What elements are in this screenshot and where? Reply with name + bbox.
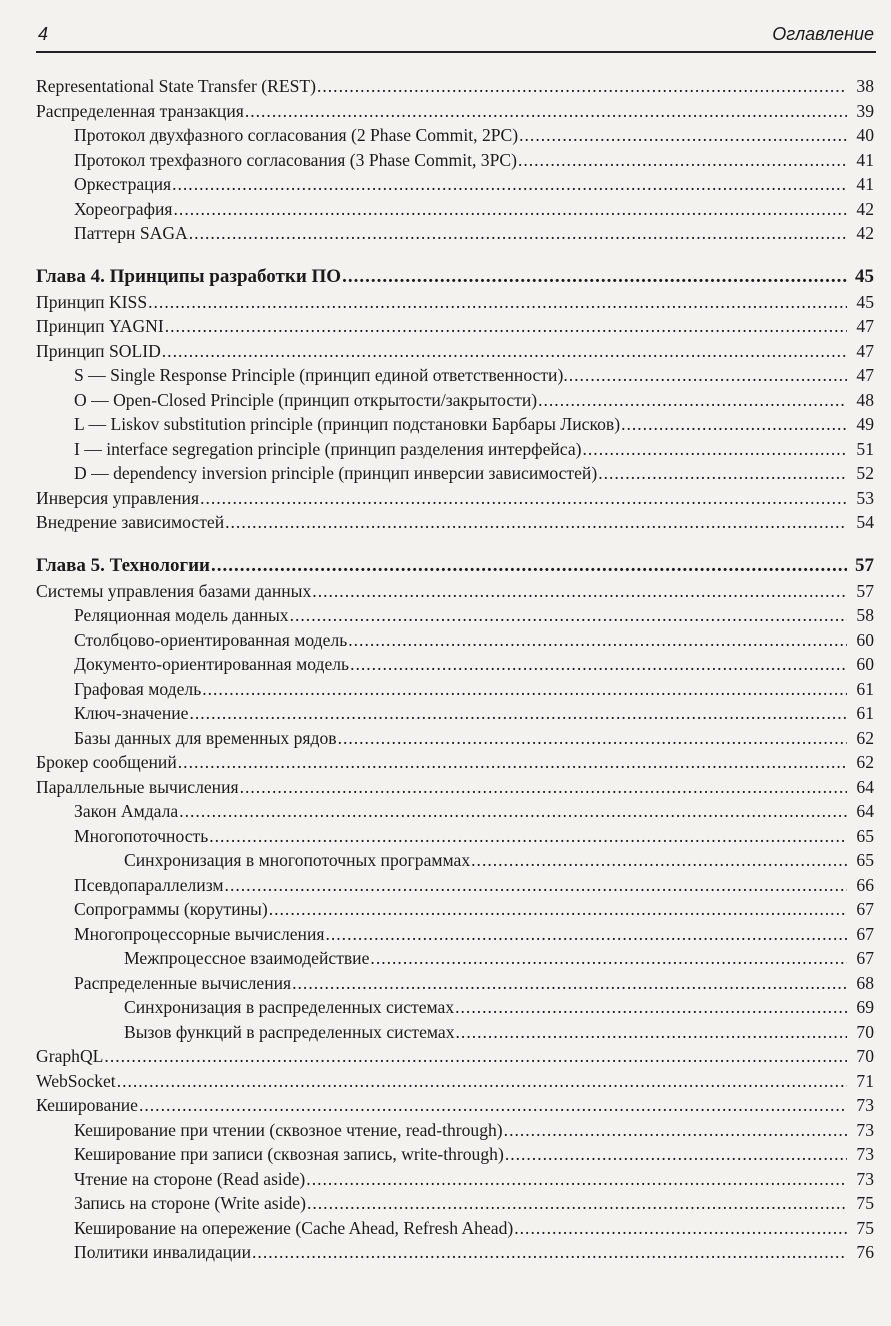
toc-entry-label: D — dependency inversion principle (принцип инверсии зависимостей)	[74, 463, 598, 483]
dot-leader	[225, 873, 847, 898]
toc-entry	[36, 1240, 874, 1265]
toc-entry-label: WebSocket	[36, 1070, 116, 1091]
toc-entry-label: Многопроцессорные вычисления	[74, 923, 325, 944]
toc-entry	[36, 123, 874, 148]
toc-entry-label: Базы данных для временных рядов	[74, 727, 337, 748]
toc-entry-page: 60	[856, 629, 874, 650]
toc-entry	[36, 1093, 874, 1118]
toc-entry-page: 61	[856, 703, 874, 723]
dot-leader	[240, 775, 847, 800]
toc-entry	[36, 99, 874, 124]
toc-entry-page: 68	[856, 972, 874, 993]
dot-leader	[519, 123, 847, 148]
toc-entry-label: Чтение на стороне (Read aside)	[74, 1168, 306, 1189]
toc-entry-label: Запись на стороне (Write aside)	[74, 1193, 306, 1213]
toc-entry-label: Параллельные вычисления	[36, 776, 239, 797]
toc-entry	[36, 388, 874, 413]
dot-leader	[455, 995, 847, 1020]
dot-leader	[504, 1118, 847, 1143]
toc-entry-label: Кеширование на опережение (Cache Ahead, Refresh Ahead)	[74, 1217, 514, 1238]
toc-entry-label: Принцип YAGNI	[36, 316, 164, 336]
toc-entry-label: S — Single Response Principle (принцип единой ответственности).	[74, 365, 568, 385]
dot-leader	[179, 799, 847, 824]
toc-entry-label: Кеширование при записи (сквозная запись, write-through)	[74, 1144, 504, 1164]
toc-entry	[36, 677, 874, 702]
toc-entry-page: 73	[856, 1168, 874, 1189]
toc-entry-page: 66	[856, 874, 874, 895]
table-of-contents	[36, 74, 874, 1265]
toc-entry-label: Псевдопараллелизм	[74, 874, 224, 895]
dot-leader	[598, 461, 847, 486]
toc-entry	[36, 363, 874, 388]
toc-entry-page: 62	[856, 752, 874, 772]
toc-entry-label: Внедрение зависимостей	[36, 512, 225, 532]
dot-leader	[317, 74, 847, 99]
dot-leader	[202, 677, 847, 702]
dot-leader	[569, 363, 847, 388]
toc-entry-label: Распределенная транзакция	[36, 100, 244, 121]
dot-leader	[518, 148, 847, 173]
dot-leader	[211, 553, 847, 579]
toc-entry-page: 67	[856, 948, 874, 968]
dot-leader	[189, 221, 847, 246]
dot-leader	[178, 750, 847, 775]
toc-entry-page: 45	[855, 265, 874, 287]
toc-entry-label: Синхронизация в многопоточных программах	[124, 850, 471, 870]
toc-entry-label: Документо-ориентированная модель	[74, 654, 350, 674]
toc-entry-page: 47	[856, 316, 874, 336]
toc-entry-page: 60	[856, 654, 874, 674]
toc-entry-page: 73	[856, 1095, 874, 1115]
toc-entry	[36, 579, 874, 604]
toc-entry	[36, 461, 874, 486]
toc-entry	[36, 437, 874, 462]
dot-leader	[342, 264, 847, 290]
toc-entry-page: 42	[856, 198, 874, 219]
toc-entry-label: Кеширование	[36, 1095, 138, 1115]
toc-entry	[36, 873, 874, 898]
toc-entry	[36, 628, 874, 653]
toc-entry-page: 42	[856, 223, 874, 243]
toc-entry-page: 67	[856, 923, 874, 944]
toc-entry	[36, 922, 874, 947]
section-title: Оглавление	[772, 24, 874, 44]
toc-entry-page: 65	[856, 850, 874, 870]
toc-entry	[36, 1142, 874, 1167]
toc-entry-label: Глава 5. Технологии	[36, 554, 210, 576]
dot-leader	[269, 897, 847, 922]
dot-leader	[165, 314, 847, 339]
toc-entry	[36, 486, 874, 511]
toc-entry	[36, 1069, 874, 1094]
toc-entry-page: 64	[856, 801, 874, 821]
dot-leader	[350, 652, 847, 677]
toc-entry-page: 40	[856, 125, 874, 145]
dot-leader	[162, 339, 847, 364]
toc-entry-label: Столбцово-ориентированная модель	[74, 629, 348, 650]
dot-leader	[148, 290, 847, 315]
toc-entry	[36, 1044, 874, 1069]
toc-entry-page: 39	[856, 100, 874, 121]
toc-entry-page: 61	[856, 678, 874, 699]
toc-entry	[36, 946, 874, 971]
toc-entry	[36, 74, 874, 99]
toc-entry	[36, 701, 874, 726]
toc-entry-label: Representational State Transfer (REST)	[36, 76, 316, 96]
toc-entry	[36, 1118, 874, 1143]
dot-leader	[292, 971, 847, 996]
toc-entry	[36, 824, 874, 849]
toc-entry-label: Брокер сообщений	[36, 752, 177, 772]
toc-entry-label: Сопрограммы (корутины)	[74, 899, 268, 919]
toc-entry-label: Глава 4. Принципы разработки ПО	[36, 265, 342, 287]
toc-entry-page: 70	[856, 1046, 874, 1066]
toc-entry	[36, 412, 874, 437]
dot-leader	[172, 172, 847, 197]
toc-entry-label: Графовая модель	[74, 678, 202, 699]
dot-leader	[621, 412, 847, 437]
toc-chapter	[36, 553, 874, 579]
dot-leader	[225, 510, 847, 535]
toc-entry-label: Межпроцессное взаимодействие	[124, 948, 370, 968]
toc-entry-page: 67	[856, 899, 874, 919]
toc-entry	[36, 652, 874, 677]
toc-entry	[36, 1020, 874, 1045]
page-number: 4	[38, 24, 49, 44]
toc-entry	[36, 1216, 874, 1241]
toc-entry-label: Хореография	[74, 198, 173, 219]
dot-leader	[370, 946, 847, 971]
toc-entry-label: Протокол трехфазного согласования (3 Phase Commit, 3PC)	[74, 149, 517, 170]
toc-entry-page: 75	[856, 1193, 874, 1213]
dot-leader	[325, 922, 847, 947]
toc-entry-page: 48	[856, 389, 874, 410]
toc-entry	[36, 172, 874, 197]
dot-leader	[471, 848, 847, 873]
toc-entry	[36, 848, 874, 873]
toc-entry-label: Принцип KISS	[36, 291, 148, 312]
toc-entry	[36, 197, 874, 222]
header-rule	[36, 51, 876, 53]
toc-entry-page: 65	[856, 825, 874, 846]
dot-leader	[290, 603, 847, 628]
dot-leader	[583, 437, 848, 462]
dot-leader	[209, 824, 847, 849]
dot-leader	[505, 1142, 847, 1167]
toc-entry	[36, 314, 874, 339]
toc-entry	[36, 1191, 874, 1216]
dot-leader	[338, 726, 847, 751]
toc-entry-page: 53	[856, 487, 874, 508]
toc-entry	[36, 221, 874, 246]
toc-entry	[36, 510, 874, 535]
toc-entry-page: 52	[856, 463, 874, 483]
toc-entry-page: 38	[856, 76, 874, 96]
dot-leader	[348, 628, 847, 653]
toc-entry-page: 41	[856, 149, 874, 170]
toc-entry-page: 41	[856, 174, 874, 194]
toc-entry	[36, 775, 874, 800]
toc-entry-page: 51	[856, 438, 874, 459]
running-header	[36, 22, 874, 50]
toc-entry-page: 70	[856, 1021, 874, 1042]
dot-leader	[538, 388, 847, 413]
dot-leader	[307, 1191, 847, 1216]
toc-entry	[36, 995, 874, 1020]
toc-entry	[36, 603, 874, 628]
toc-entry	[36, 750, 874, 775]
toc-entry-label: Паттерн SAGA	[74, 223, 188, 243]
toc-entry-page: 62	[856, 727, 874, 748]
dot-leader	[456, 1020, 847, 1045]
toc-entry-label: Закон Амдала	[74, 801, 179, 821]
toc-entry-page: 73	[856, 1119, 874, 1140]
dot-leader	[117, 1069, 847, 1094]
toc-entry-label: Кеширование при чтении (сквозное чтение, read-through)	[74, 1119, 503, 1140]
toc-entry-label: Протокол двухфазного согласования (2 Phase Commit, 2PC)	[74, 125, 519, 145]
toc-entry-page: 75	[856, 1217, 874, 1238]
toc-entry-label: Системы управления базами данных	[36, 580, 312, 601]
dot-leader	[200, 486, 847, 511]
toc-entry-label: GraphQL	[36, 1046, 104, 1066]
toc-entry	[36, 148, 874, 173]
toc-entry-page: 57	[855, 554, 874, 576]
toc-entry-label: Вызов функций в распределенных системах	[124, 1021, 455, 1042]
toc-entry-page: 71	[856, 1070, 874, 1091]
toc-entry-page: 76	[856, 1242, 874, 1262]
toc-entry-page: 57	[856, 580, 874, 601]
toc-entry-label: Синхронизация в распределенных системах	[124, 997, 455, 1017]
toc-entry-label: Принцип SOLID	[36, 340, 161, 361]
dot-leader	[189, 701, 847, 726]
toc-entry-label: I — interface segregation principle (принцип разделения интерфейса)	[74, 438, 582, 459]
dot-leader	[306, 1167, 847, 1192]
toc-entry	[36, 726, 874, 751]
toc-entry-label: Оркестрация	[74, 174, 172, 194]
toc-entry-label: Инверсия управления	[36, 487, 200, 508]
dot-leader	[514, 1216, 847, 1241]
toc-entry-page: 47	[856, 340, 874, 361]
toc-entry	[36, 339, 874, 364]
toc-entry-label: Ключ-значение	[74, 703, 189, 723]
toc-entry	[36, 290, 874, 315]
toc-entry-page: 64	[856, 776, 874, 797]
toc-entry	[36, 897, 874, 922]
dot-leader	[312, 579, 847, 604]
toc-entry	[36, 799, 874, 824]
toc-entry-label: Многопоточность	[74, 825, 209, 846]
dot-leader	[252, 1240, 847, 1265]
toc-entry	[36, 971, 874, 996]
toc-entry-label: Реляционная модель данных	[74, 605, 289, 625]
toc-entry-page: 49	[856, 414, 874, 434]
toc-entry-label: Политики инвалидации	[74, 1242, 252, 1262]
dot-leader	[104, 1044, 847, 1069]
toc-entry	[36, 1167, 874, 1192]
toc-entry-page: 54	[856, 512, 874, 532]
toc-entry-page: 73	[856, 1144, 874, 1164]
toc-entry-label: Распределенные вычисления	[74, 972, 292, 993]
dot-leader	[174, 197, 847, 222]
dot-leader	[245, 99, 847, 124]
dot-leader	[139, 1093, 847, 1118]
toc-entry-page: 69	[856, 997, 874, 1017]
toc-entry-page: 47	[856, 365, 874, 385]
toc-chapter	[36, 264, 874, 290]
toc-entry-label: L — Liskov substitution principle (принцип подстановки Барбары Лисков)	[74, 414, 621, 434]
toc-entry-label: O — Open-Closed Principle (принцип открытости/закрытости)	[74, 389, 538, 410]
toc-entry-page: 45	[856, 291, 874, 312]
toc-entry-page: 58	[856, 605, 874, 625]
